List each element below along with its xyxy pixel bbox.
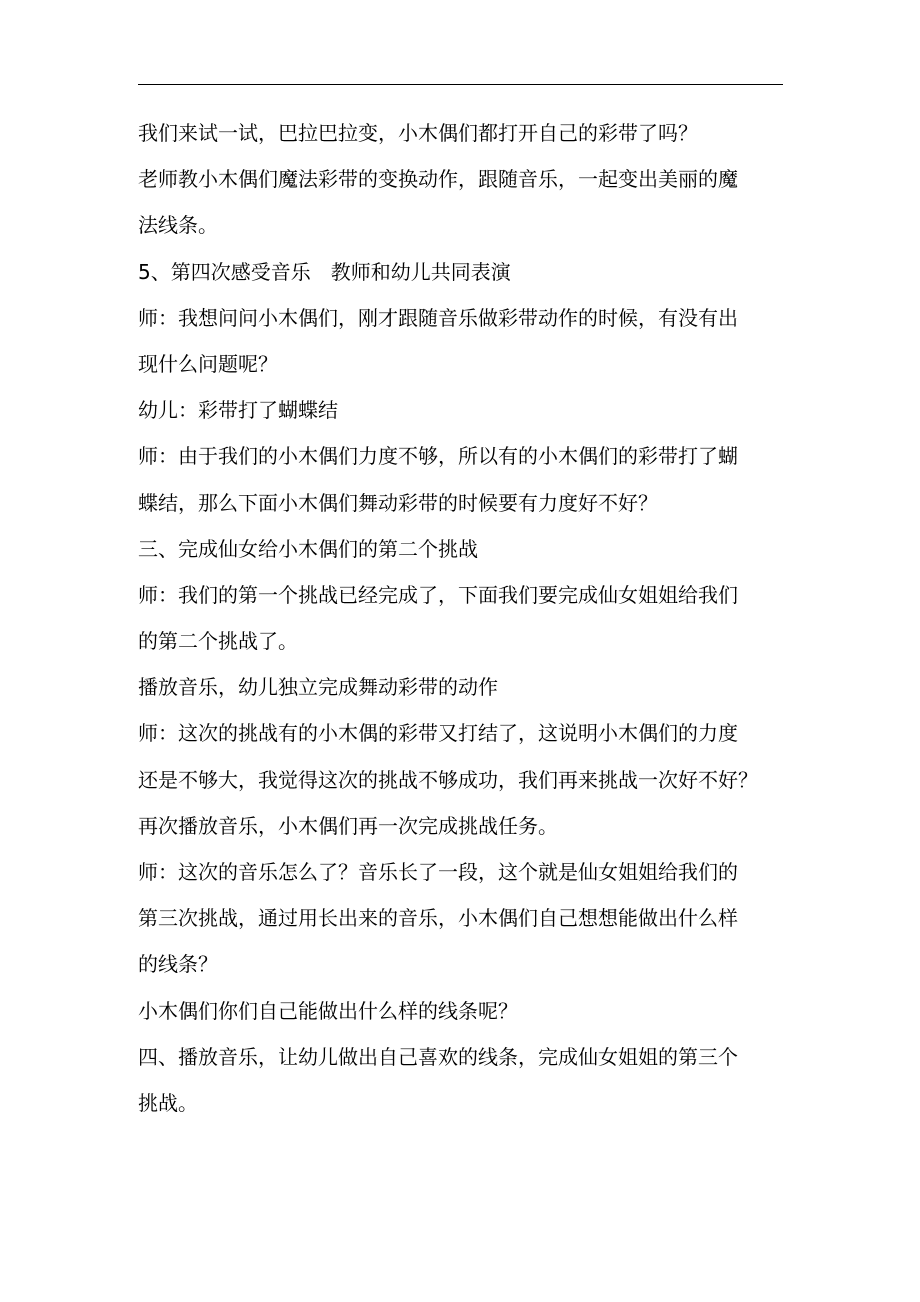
text-line: 蝶结，那么下面小木偶们舞动彩带的时候要有力度好不好？ bbox=[138, 490, 658, 515]
text-line: 师：我们的第一个挑战已经完成了，下面我们要完成仙女姐姐给我们 bbox=[138, 582, 738, 607]
section-heading: 四、播放音乐，让幼儿做出自己喜欢的线条，完成仙女姐姐的第三个 bbox=[138, 1044, 738, 1069]
text-line: 的第二个挑战了。 bbox=[138, 629, 298, 654]
text-line: 挑战。 bbox=[138, 1090, 198, 1115]
text-line: 师：这次的音乐怎么了？音乐长了一段，这个就是仙女姐姐给我们的 bbox=[138, 860, 738, 884]
header-rule bbox=[138, 84, 783, 85]
text-line: 的线条？ bbox=[138, 952, 218, 977]
text-line: 现什么问题呢？ bbox=[138, 351, 278, 376]
text-line: 我们来试一试，巴拉巴拉变，小木偶们都打开自己的彩带了吗？ bbox=[138, 121, 698, 145]
text-line: 小木偶们你们自己能做出什么样的线条呢？ bbox=[138, 998, 518, 1023]
text-line: 法线条。 bbox=[138, 213, 218, 238]
text-line: 师：我想问问小木偶们，刚才跟随音乐做彩带动作的时候，有没有出 bbox=[138, 305, 738, 330]
text-line: 再次播放音乐，小木偶们再一次完成挑战任务。 bbox=[138, 813, 558, 838]
text-line: 第三次挑战，通过用长出来的音乐，小木偶们自己想想能做出什么样 bbox=[138, 906, 738, 931]
section-heading: 三、完成仙女给小木偶们的第二个挑战 bbox=[138, 536, 478, 561]
text-line: 播放音乐，幼儿独立完成舞动彩带的动作 bbox=[138, 675, 498, 700]
text-line: 老师教小木偶们魔法彩带的变换动作，跟随音乐，一起变出美丽的魔 bbox=[138, 167, 738, 192]
body-text bbox=[138, 116, 788, 1132]
text-line: 师：由于我们的小木偶们力度不够，所以有的小木偶们的彩带打了蝴 bbox=[138, 444, 738, 469]
text-line: 师：这次的挑战有的小木偶的彩带又打结了，这说明小木偶们的力度 bbox=[138, 721, 738, 746]
text-line: 还是不够大，我觉得这次的挑战不够成功，我们再来挑战一次好不好？ bbox=[138, 767, 758, 792]
text-line: 幼儿：彩带打了蝴蝶结 bbox=[138, 398, 338, 423]
section-heading: 5、第四次感受音乐 教师和幼儿共同表演 bbox=[138, 259, 511, 284]
